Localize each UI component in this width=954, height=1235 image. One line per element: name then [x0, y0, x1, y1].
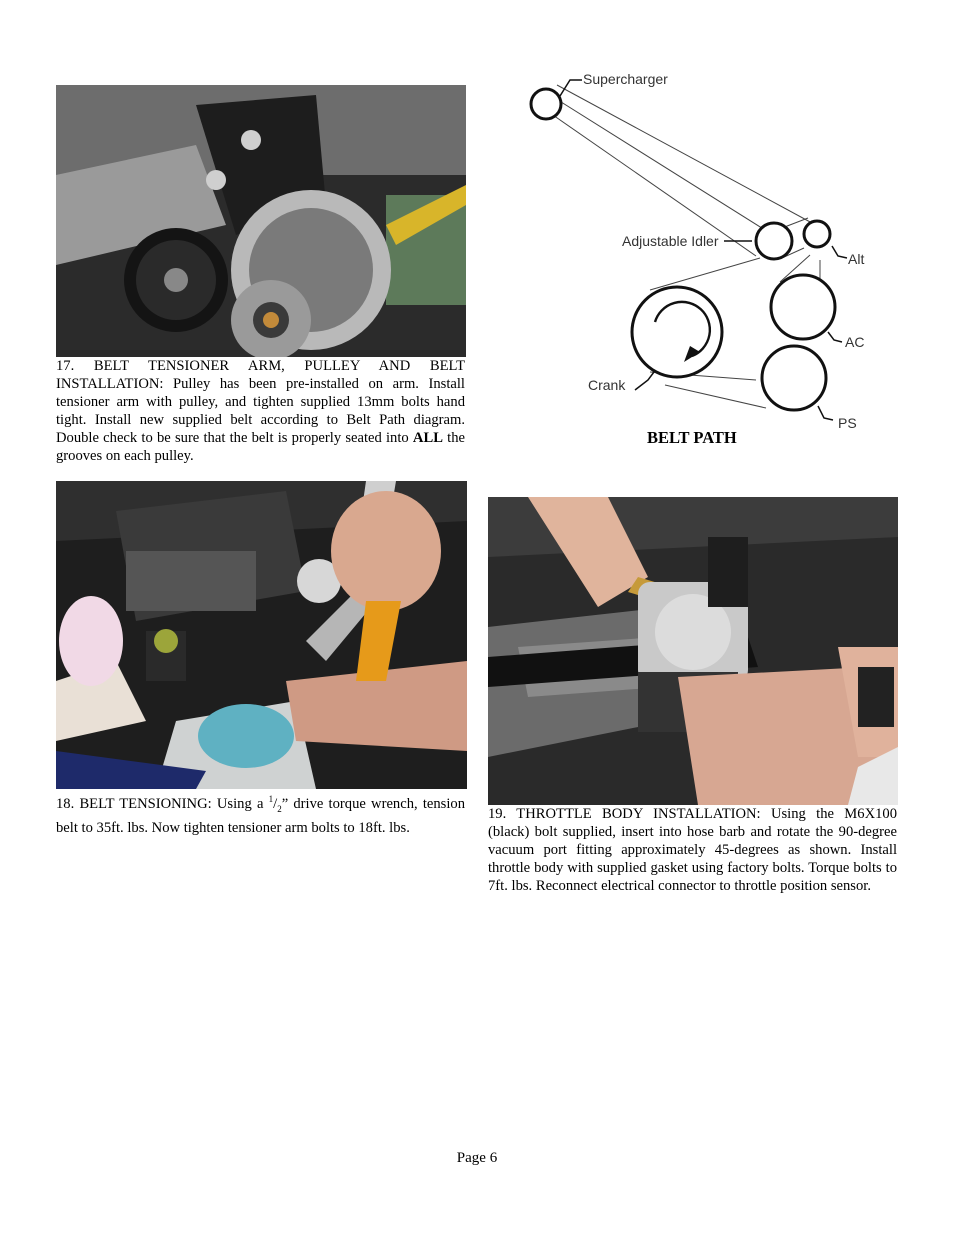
- crank-label: Crank: [588, 377, 626, 393]
- fraction-numerator: 1: [268, 794, 274, 804]
- alt-label: Alt: [848, 251, 865, 267]
- fraction-denominator: 2: [277, 803, 282, 814]
- step-19-caption: 19. THROTTLE BODY INSTALLATION: Using the M6X100 (black) bolt supplied, insert into hose barb and rotate the 90-degree vacuum port fitting approximately 45-degrees as shown. Install throttle body with supplied gasket using factory bolts. Torque bolts to 7ft. lbs. Reconnect electrical connector to throttle position sensor.: [488, 806, 897, 894]
- belt-path-diagram: [520, 60, 880, 440]
- step-18-text: 18. BELT TENSIONING: Using a: [56, 795, 269, 812]
- page-number: Page 6: [456, 1150, 498, 1166]
- step-17-text: 17. BELT TENSIONER ARM, PULLEY AND BELT INSTALLATION: Pulley has been pre-installed on arm. Install tensioner arm with pulley, and tighten supplied 13mm bolts hand tight. Install new supplied belt according to Belt Path diagram. Double check to be sure that the belt is properly seated into: [56, 358, 465, 446]
- ps-pulley: [762, 346, 826, 410]
- step-17-emphasis: ALL: [412, 430, 443, 446]
- alt-pulley: [804, 221, 830, 247]
- ac-label: AC: [845, 334, 865, 350]
- belt-path-title: BELT PATH: [647, 428, 737, 447]
- step-18-text-end: ” drive torque wrench, tension belt to 35ft. lbs. Now tighten tensioner arm bolts to 18ft. lbs.: [56, 795, 465, 836]
- ps-label: PS: [838, 415, 857, 431]
- supercharger-pulley: [531, 89, 561, 119]
- step-18-caption: 18. BELT TENSIONING: Using a $^1/_2$” drive torque wrench, tension belt to 35ft. lbs. Now tighten tensioner arm bolts to 18ft. lbs.: [56, 794, 465, 836]
- tensioner-arm-photo: [56, 85, 466, 357]
- adjustable-idler-label: Adjustable Idler: [622, 233, 719, 249]
- throttle-body-photo: [488, 497, 898, 805]
- crank-pulley: [632, 287, 722, 377]
- step-17-text-end: the grooves on each pulley.: [56, 430, 465, 464]
- supercharger-label: Supercharger: [583, 71, 668, 87]
- ac-pulley: [771, 275, 835, 339]
- belt-tensioning-photo: [56, 481, 467, 789]
- idler-pulley: [756, 223, 792, 259]
- step-17-caption: [56, 357, 465, 465]
